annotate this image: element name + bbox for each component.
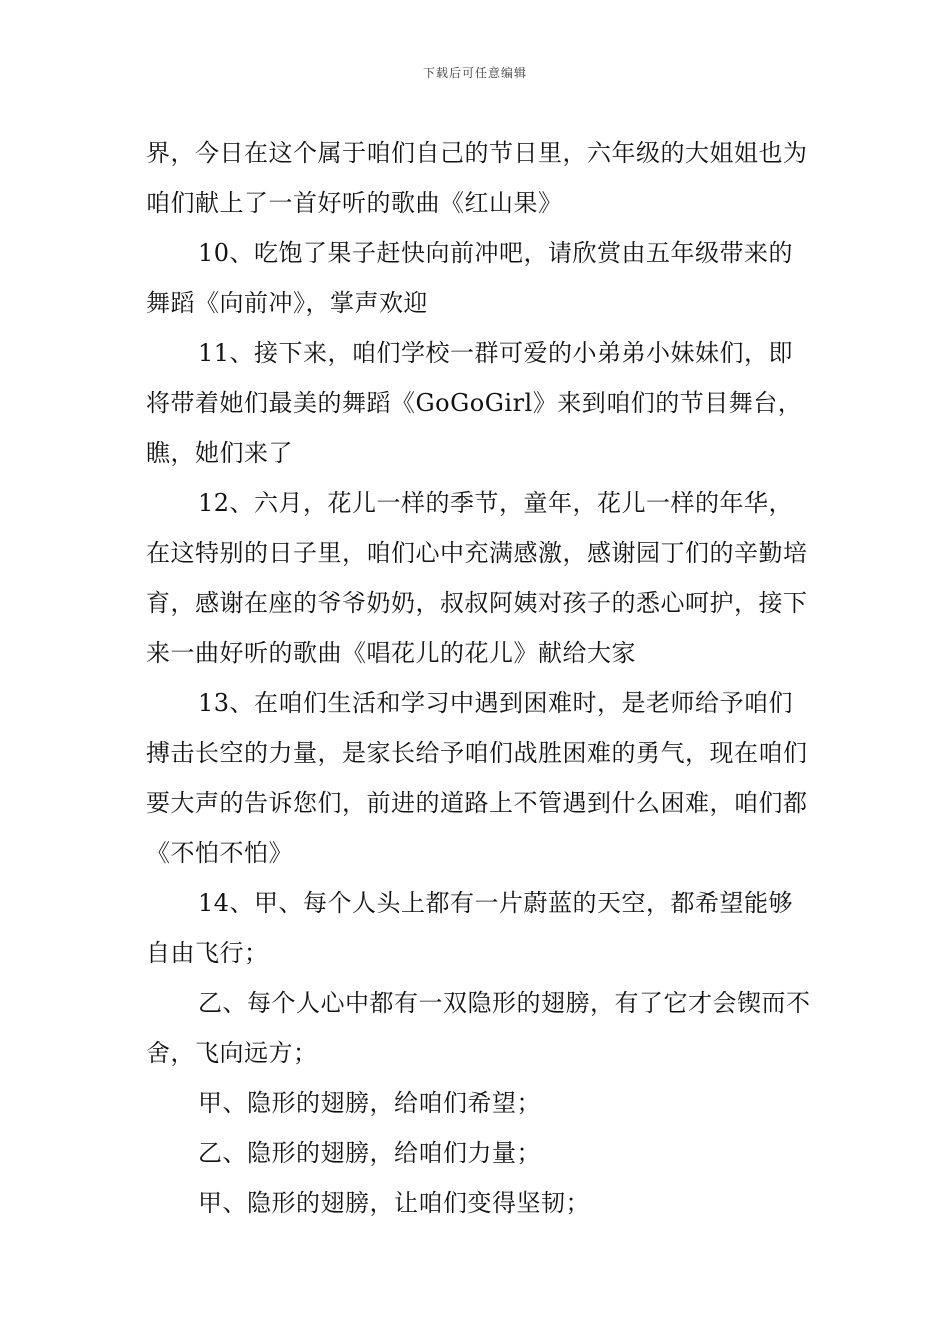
paragraph-10: 甲、隐形的翅膀，让咱们变得坚韧；: [198, 1189, 590, 1217]
document-body: [146, 128, 814, 1228]
paragraph-3: 11、接下来，咱们学校一群可爱的小弟弟小妹妹们，即将带着她们最美的舞蹈《GoGoGirl》来到咱们的节目舞台，瞧，她们来了: [146, 339, 803, 467]
paragraph-2: 10、吃饱了果子赶快向前冲吧，请欣赏由五年级带来的舞蹈《向前冲》，掌声欢迎: [146, 239, 794, 317]
paragraph-5: 13、在咱们生活和学习中遇到困难时，是老师给予咱们搏击长空的力量，是家长给予咱们战胜困难的勇气，现在咱们要大声的告诉您们，前进的道路上不管遇到什么困难，咱们都《不怕不怕》: [146, 689, 808, 867]
paragraph-4: 12、六月，花儿一样的季节，童年，花儿一样的年华，在这特别的日子里，咱们心中充满感激，感谢园丁们的辛勤培育，感谢在座的爷爷奶奶，叔叔阿姨对孩子的悉心呵护，接下来一曲好听的歌曲《唱花儿的花儿》献给大家: [146, 489, 808, 667]
page-header: 下载后可任意编辑: [422, 66, 527, 80]
paragraph-1: 界，今日在这个属于咱们自己的节日里，六年级的大姐姐也为咱们献上了一首好听的歌曲《红山果》: [146, 139, 808, 217]
paragraph-9: 乙、隐形的翅膀，给咱们力量；: [198, 1139, 541, 1167]
paragraph-7: 乙、每个人心中都有一双隐形的翅膀，有了它才会锲而不舍，飞向远方；: [146, 989, 811, 1067]
paragraph-6: 14、甲、每个人头上都有一片蔚蓝的天空，都希望能够自由飞行；: [146, 889, 794, 967]
paragraph-8: 甲、隐形的翅膀，给咱们希望；: [198, 1089, 541, 1117]
